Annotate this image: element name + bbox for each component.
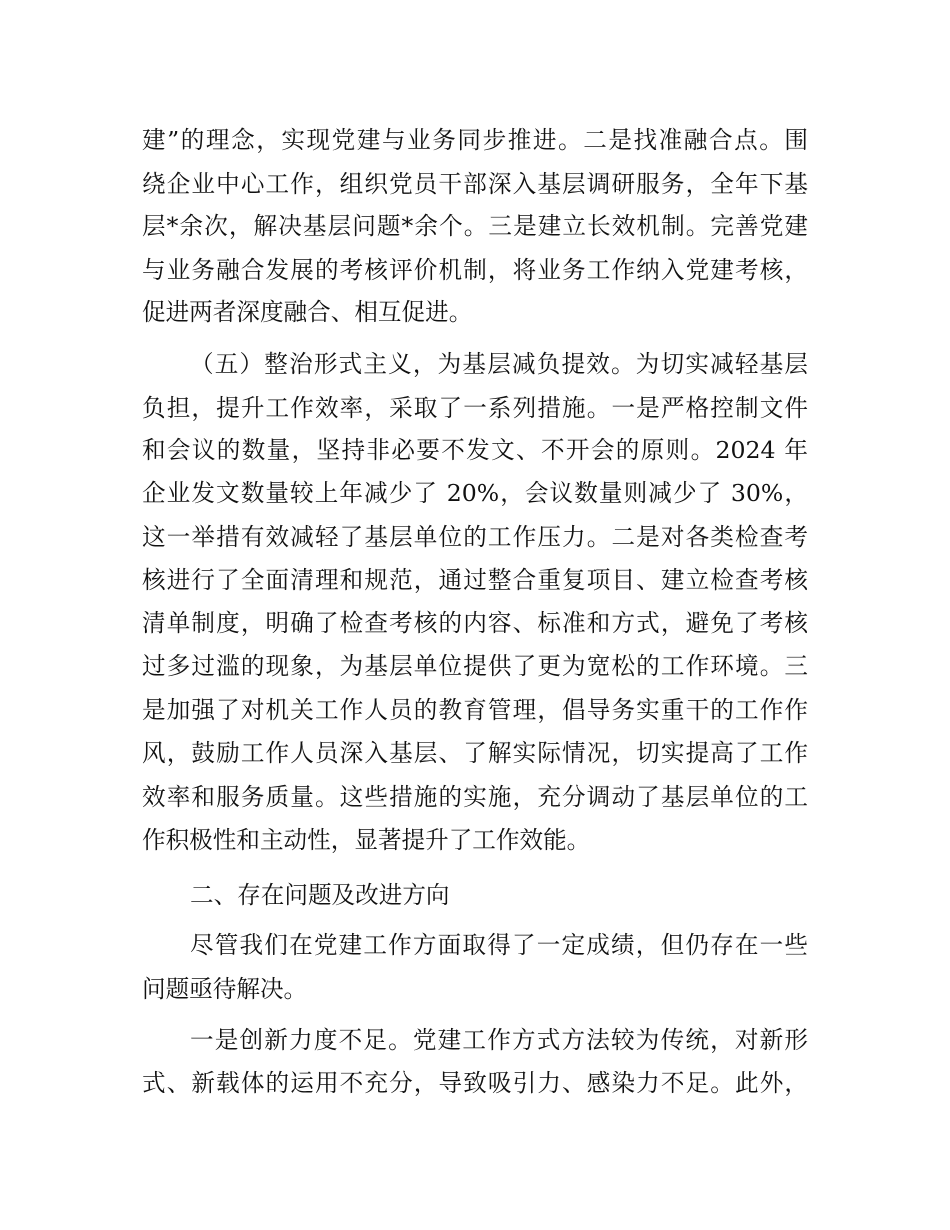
text-line: 一是创新力度不足。党建工作方式方法较为传统，对新形 [190, 1026, 808, 1054]
text-line: 企业发文数量较上年减少了 20%，会议数量则减少了 30%， [142, 479, 808, 507]
text-line: 式、新载体的运用不充分，导致吸引力、感染力不足。此外， [142, 1069, 808, 1097]
text-line: 问题亟待解决。 [142, 975, 308, 1003]
text-line: 建”的理念，实现党建与业务同步推进。二是找准融合点。围 [142, 126, 808, 154]
text-line: 促进两者深度融合、相互促进。 [142, 298, 473, 326]
text-line: 绕企业中心工作，组织党员干部深入基层调研服务，全年下基 [142, 170, 808, 198]
text-line: 这一举措有效减轻了基层单位的工作压力。二是对各类检查考 [142, 523, 808, 551]
text-line: 是加强了对机关工作人员的教育管理，倡导务实重干的工作作 [142, 696, 808, 724]
text-line: 清单制度，明确了检查考核的内容、标准和方式，避免了考核 [142, 609, 808, 637]
text-line: 层*余次，解决基层问题*余个。三是建立长效机制。完善党建 [142, 212, 808, 240]
text-line: （五）整治形式主义，为基层减负提效。为切实减轻基层 [190, 350, 808, 378]
text-line: 作积极性和主动性，显著提升了工作效能。 [142, 826, 591, 854]
text-line: 风，鼓励工作人员深入基层、了解实际情况，切实提高了工作 [142, 739, 808, 767]
section-heading: 二、存在问题及改进方向 [190, 881, 450, 909]
text-line: 与业务融合发展的考核评价机制，将业务工作纳入党建考核， [142, 256, 808, 284]
text-line: 核进行了全面清理和规范，通过整合重复项目、建立检查考核 [142, 566, 808, 594]
text-line: 负担，提升工作效率，采取了一系列措施。一是严格控制文件 [142, 394, 808, 422]
text-line: 尽管我们在党建工作方面取得了一定成绩，但仍存在一些 [190, 931, 808, 959]
text-line: 和会议的数量，坚持非必要不发文、不开会的原则。2024 年 [142, 436, 808, 464]
text-line: 过多过滥的现象，为基层单位提供了更为宽松的工作环境。三 [142, 652, 808, 680]
text-line: 效率和服务质量。这些措施的实施，充分调动了基层单位的工 [142, 783, 808, 811]
